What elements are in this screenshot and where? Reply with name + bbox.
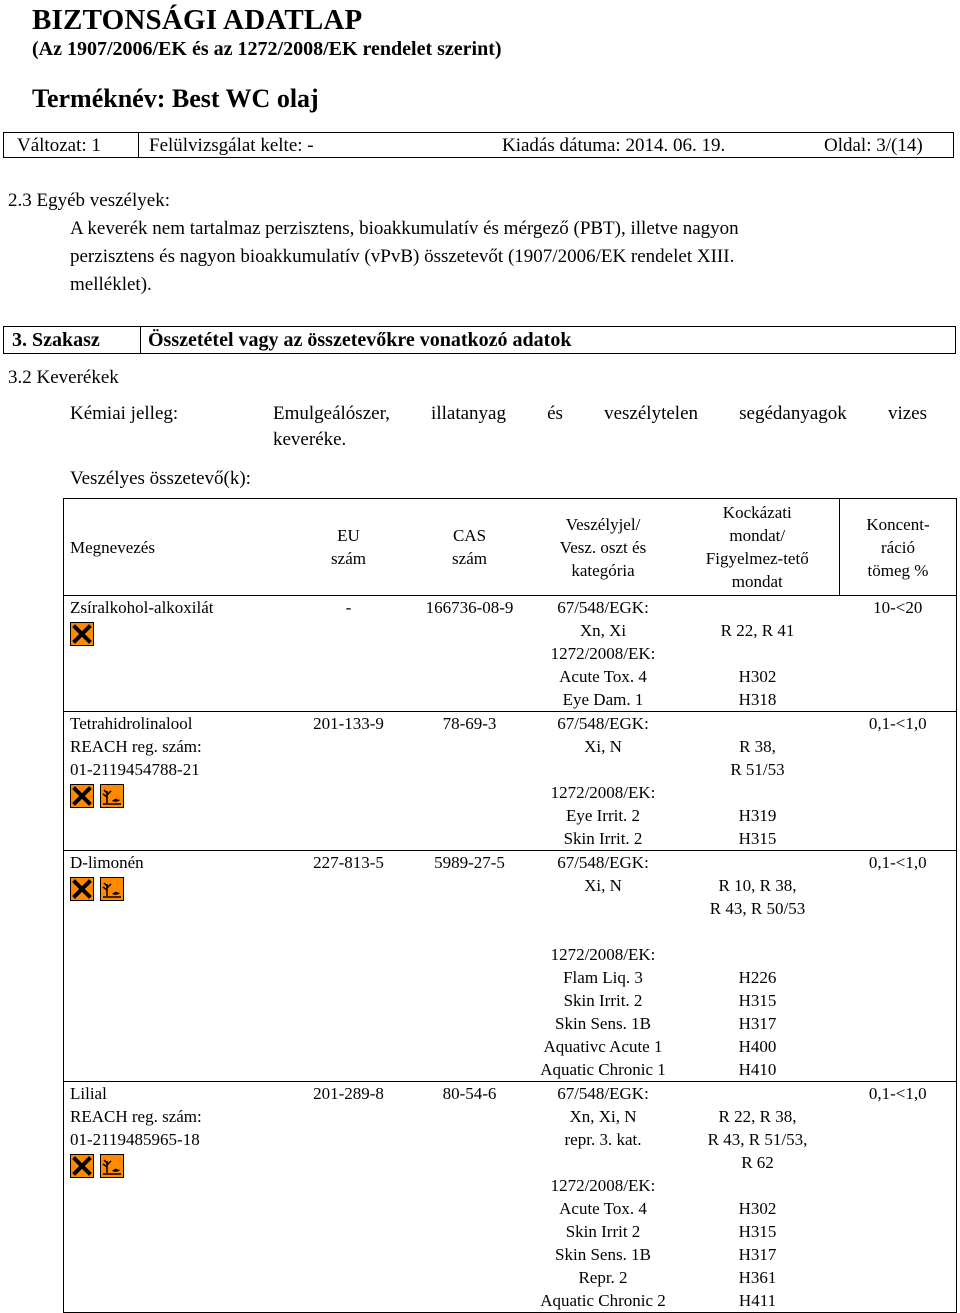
- chemical-nature-value-cont: keveréke.: [273, 429, 347, 450]
- hazard-class: 67/548/EGK: Xi, N 1272/2008/EK: Eye Irrit. 2 Skin Irrit. 2: [531, 712, 676, 851]
- concentration: 0,1-<1,0: [840, 1082, 957, 1313]
- table-header-row: [64, 499, 957, 596]
- section-title: Összetétel vagy az összetevőkre vonatkozó adatok: [148, 329, 572, 351]
- concentration: 0,1-<1,0: [840, 851, 957, 1082]
- info-divider: [138, 133, 139, 157]
- document-title: BIZTONSÁGI ADATLAP: [32, 4, 363, 36]
- header-eu: EU szám: [289, 499, 409, 596]
- section-2-3-line: melléklet).: [70, 274, 152, 295]
- revision-label: Felülvizsgálat kelte: -: [149, 135, 314, 156]
- header-cas: CAS szám: [409, 499, 531, 596]
- header-risk: Kockázati mondat/ Figyelmez-tető mondat: [676, 499, 840, 596]
- section-2-3-heading: 2.3 Egyéb veszélyek:: [8, 190, 170, 211]
- table-row: [64, 712, 957, 851]
- chemical-nature-value: Emulgeálószer, illatanyag és veszélytelen segédanyagok vizes: [273, 403, 927, 424]
- harmful-x-icon: [70, 784, 94, 808]
- cas-number: 78-69-3: [409, 712, 531, 851]
- hazard-class: 67/548/EGK: Xi, N 1272/2008/EK: Flam Liq. 3 Skin Irrit. 2 Skin Sens. 1B Aquativc Acute 1 Aquatic Chronic 1: [531, 851, 676, 1082]
- cas-number: 5989-27-5: [409, 851, 531, 1082]
- component-name: Lilial REACH reg. szám: 01-2119485965-18: [64, 1082, 289, 1313]
- document-info-bar: [3, 132, 954, 158]
- chemical-nature-label: Kémiai jelleg:: [70, 403, 179, 424]
- risk-phrases: R 38, R 51/53 H319 H315: [676, 712, 840, 851]
- section-3-header: [3, 326, 956, 354]
- environment-hazard-icon: [100, 784, 124, 808]
- concentration: 0,1-<1,0: [840, 712, 957, 851]
- section-divider: [140, 327, 141, 353]
- eu-number: 227-813-5: [289, 851, 409, 1082]
- table-row: [64, 851, 957, 1082]
- components-table: [63, 498, 957, 1313]
- cas-number: 80-54-6: [409, 1082, 531, 1313]
- page-number: Oldal: 3/(14): [824, 135, 923, 156]
- cas-number: 166736-08-9: [409, 596, 531, 712]
- environment-hazard-icon: [100, 877, 124, 901]
- table-row: [64, 1082, 957, 1313]
- harmful-x-icon: [70, 622, 94, 646]
- section-2-3-line: A keverék nem tartalmaz perzisztens, bioakkumulatív és mérgező (PBT), illetve nagyon: [70, 218, 739, 239]
- component-name: D-limonén: [64, 851, 289, 1082]
- harmful-x-icon: [70, 1154, 94, 1178]
- harmful-x-icon: [70, 877, 94, 901]
- section-2-3-line: perzisztens és nagyon bioakkumulatív (vPvB) összetevőt (1907/2006/EK rendelet XIII.: [70, 246, 735, 267]
- eu-number: 201-289-8: [289, 1082, 409, 1313]
- concentration: 10-<20: [840, 596, 957, 712]
- header-name: Megnevezés: [64, 499, 289, 596]
- hazard-class: 67/548/EGK: Xn, Xi, N repr. 3. kat. 1272/2008/EK: Acute Tox. 4 Skin Irrit 2 Skin Sens. 1B Repr. 2 Aquatic Chronic 2: [531, 1082, 676, 1313]
- hazard-class: 67/548/EGK: Xn, Xi 1272/2008/EK: Acute Tox. 4 Eye Dam. 1: [531, 596, 676, 712]
- section-3-2-heading: 3.2 Keverékek: [8, 367, 119, 388]
- environment-hazard-icon: [100, 1154, 124, 1178]
- header-concentration: Koncent- ráció tömeg %: [840, 499, 957, 596]
- product-name: Terméknév: Best WC olaj: [32, 84, 319, 113]
- regulation-subtitle: (Az 1907/2006/EK és az 1272/2008/EK rendelet szerint): [32, 38, 502, 60]
- risk-phrases: R 22, R 41 H302 H318: [676, 596, 840, 712]
- header-hazard: Veszélyjel/ Vesz. oszt és kategória: [531, 499, 676, 596]
- section-number: 3. Szakasz: [12, 329, 100, 351]
- version-label: Változat: 1: [17, 135, 101, 156]
- eu-number: -: [289, 596, 409, 712]
- component-name: Zsíralkohol-alkoxilát: [64, 596, 289, 712]
- component-name: Tetrahidrolinalool REACH reg. szám: 01-2119454788-21: [64, 712, 289, 851]
- hazardous-components-label: Veszélyes összetevő(k):: [70, 468, 251, 489]
- eu-number: 201-133-9: [289, 712, 409, 851]
- issue-date-label: Kiadás dátuma: 2014. 06. 19.: [502, 135, 726, 156]
- table-row: [64, 596, 957, 712]
- risk-phrases: R 22, R 38, R 43, R 51/53, R 62 H302 H315 H317 H361 H411: [676, 1082, 840, 1313]
- risk-phrases: R 10, R 38, R 43, R 50/53 H226 H315 H317 H400 H410: [676, 851, 840, 1082]
